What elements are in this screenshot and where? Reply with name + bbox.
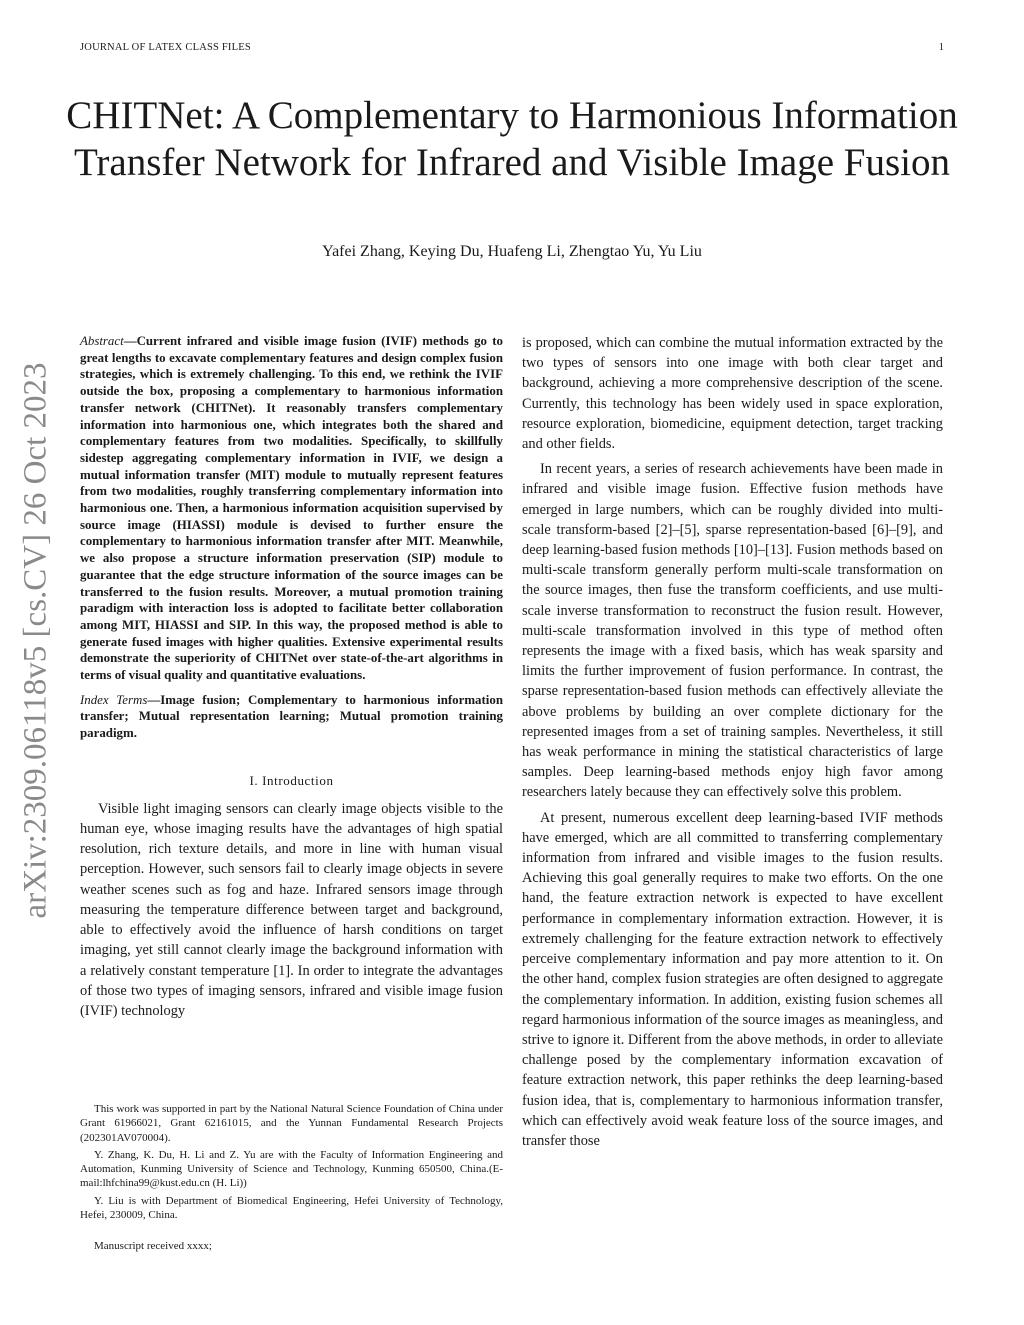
author-list: Yafei Zhang, Keying Du, Huafeng Li, Zhengtao Yu, Yu Liu	[322, 243, 702, 260]
footnote-affiliation: Y. Zhang, K. Du, H. Li and Z. Yu are with the Faculty of Information Engineering and Automation, Kunming University of Science and Technology, Kunming 650500, China.(E-mail:lhfchina99@kust.edu.cn (H. Li))	[80, 1148, 503, 1190]
index-terms	[80, 692, 503, 742]
section-heading: I. Introduction	[249, 772, 334, 788]
arxiv-stamp	[6, 340, 66, 940]
abstract	[80, 333, 503, 684]
footnotes	[80, 1102, 503, 1225]
body-paragraph: At present, numerous excellent deep learning-based IVIF methods have emerged, which are all committed to transferring complementary information from infrared and visible images to the fusion results. Achieving this goal generally requires to make two efforts. On the one hand, the feature extraction network is expected to have excellent performance in complementary information extraction. However, it is extremely challenging for the feature extraction network to effectively perceive complementary information and pay more attention to it. On the other hand, complex fusion strategies are often designed to aggregate the complementary information. In addition, existing fusion schemes all regard harmonious information of the source images as meaningless, and strive to ignore it. Different from the above methods, in order to alleviate challenge posed by the complementary information excavation of feature extraction network, this paper rethinks the deep learning-based fusion idea, that is, complementary to harmonious information transfer, which can effectively avoid weak feature loss of the source images, and transfer those	[522, 809, 943, 1149]
body-paragraph: In recent years, a series of research achievements have been made in infrared and visible image fusion. Effective fusion methods have emerged in large numbers, which can be roughly divided into multi-scale transform-based [2]–[5], sparse representation-based [6]–[9], and deep learning-based fusion methods [10]–[13]. Fusion methods based on multi-scale transform generally perform multi-scale transformation on the source images, then fuse the transform coefficients, and use multi-scale inverse transformation to reconstruct the fusion result. However, multi-scale transformation involved in this type of method often represents the image with a fixed basis, which has weak sparsity and limits the further improvement of fusion performance. In contrast, the sparse representation-based fusion methods can effectively alleviate the above problems by building an over complete dictionary for the represented images from a set of training samples. Nevertheless, it still has weak performance in mining the statistical characteristics of large samples. Deep learning-based methods enjoy high favor among researchers lately because they can effectively solve this problem.	[522, 461, 943, 801]
index-terms-text: —Image fusion; Complementary to harmonious information transfer; Mutual representation learning; Mutual promotion training paradigm.	[80, 692, 503, 741]
left-column	[80, 333, 503, 1021]
body-paragraph: is proposed, which can combine the mutual information extracted by the two types of sensors into one image with both clear target and background, achieving a more comprehensive description of the scene. Currently, this technology has been widely used in space exploration, resource exploration, biomedicine, equipment detection, target tracking and other fields.	[522, 335, 943, 453]
abstract-text: —Current infrared and visible image fusion (IVIF) methods go to great lengths to excavate complementary features and design complex fusion strategies, which is extremely challenging. To this end, we rethink the IVIF outside the box, proposing a complementary to harmonious information transfer network (CHITNet). It reasonably transfers complementary information into harmonious one, which integrates both the shared and complementary features from two modalities. Specifically, to skillfully sidestep aggregating complementary information in IVIF, we design a mutual information transfer (MIT) module to mutually represent features from two modalities, roughly transferring complementary information into harmonious one. Then, a harmonious information acquisition supervised by source image (HIASSI) module is devised to further ensure the complementary to harmonious information transfer after MIT. Meanwhile, we also propose a structure information preservation (SIP) module to guarantee that the edge structure information of the source images can be transferred to the fusion results. Moreover, a mutual promotion training paradigm with interaction loss is adopted to facilitate better collaboration among MIT, HIASSI and SIP. In this way, the proposed method is able to generate fused images with higher qualities. Extensive experimental results demonstrate the superiority of CHITNet over state-of-the-art algorithms in terms of visual quality and quantitative evaluations.	[80, 334, 503, 683]
right-column	[522, 333, 943, 1151]
paper-title: CHITNet: A Complementary to Harmonious Information Transfer Network for Infrared and Visible Image Fusion	[66, 94, 958, 184]
footnote-funding: This work was supported in part by the National Natural Science Foundation of China under Grant 61966021, Grant 62161015, and the Yunnan Fundamental Research Projects (202301AV070004).	[80, 1103, 503, 1144]
manuscript-note: Manuscript received xxxx;	[94, 1240, 212, 1252]
abstract-label: Abstract	[80, 334, 124, 348]
page-number: 1	[938, 42, 944, 53]
running-header: JOURNAL OF LATEX CLASS FILES	[80, 42, 251, 53]
index-terms-label: Index Terms	[80, 692, 148, 707]
arxiv-stamp-text: arXiv:2309.06118v5 [cs.CV] 26 Oct 2023	[17, 361, 54, 919]
intro-paragraph: Visible light imaging sensors can clearly image objects visible to the human eye, whose imaging results have the advantages of high spatial resolution, rich texture details, and more in line with human visual perception. However, such sensors fail to clearly image objects in severe weather scenes such as fog and haze. Infrared sensors image through measuring the temperature difference between target and background, able to effectively avoid the influence of harsh conditions on target imaging, yet still cannot clearly image the background information with a relatively constant temperature [1]. In order to integrate the advantages of those two types of imaging sensors, infrared and visible image fusion (IVIF) technology	[80, 800, 503, 1019]
footnote-affiliation: Y. Liu is with Department of Biomedical Engineering, Hefei University of Technology, Hefei, 230009, China.	[80, 1194, 503, 1222]
